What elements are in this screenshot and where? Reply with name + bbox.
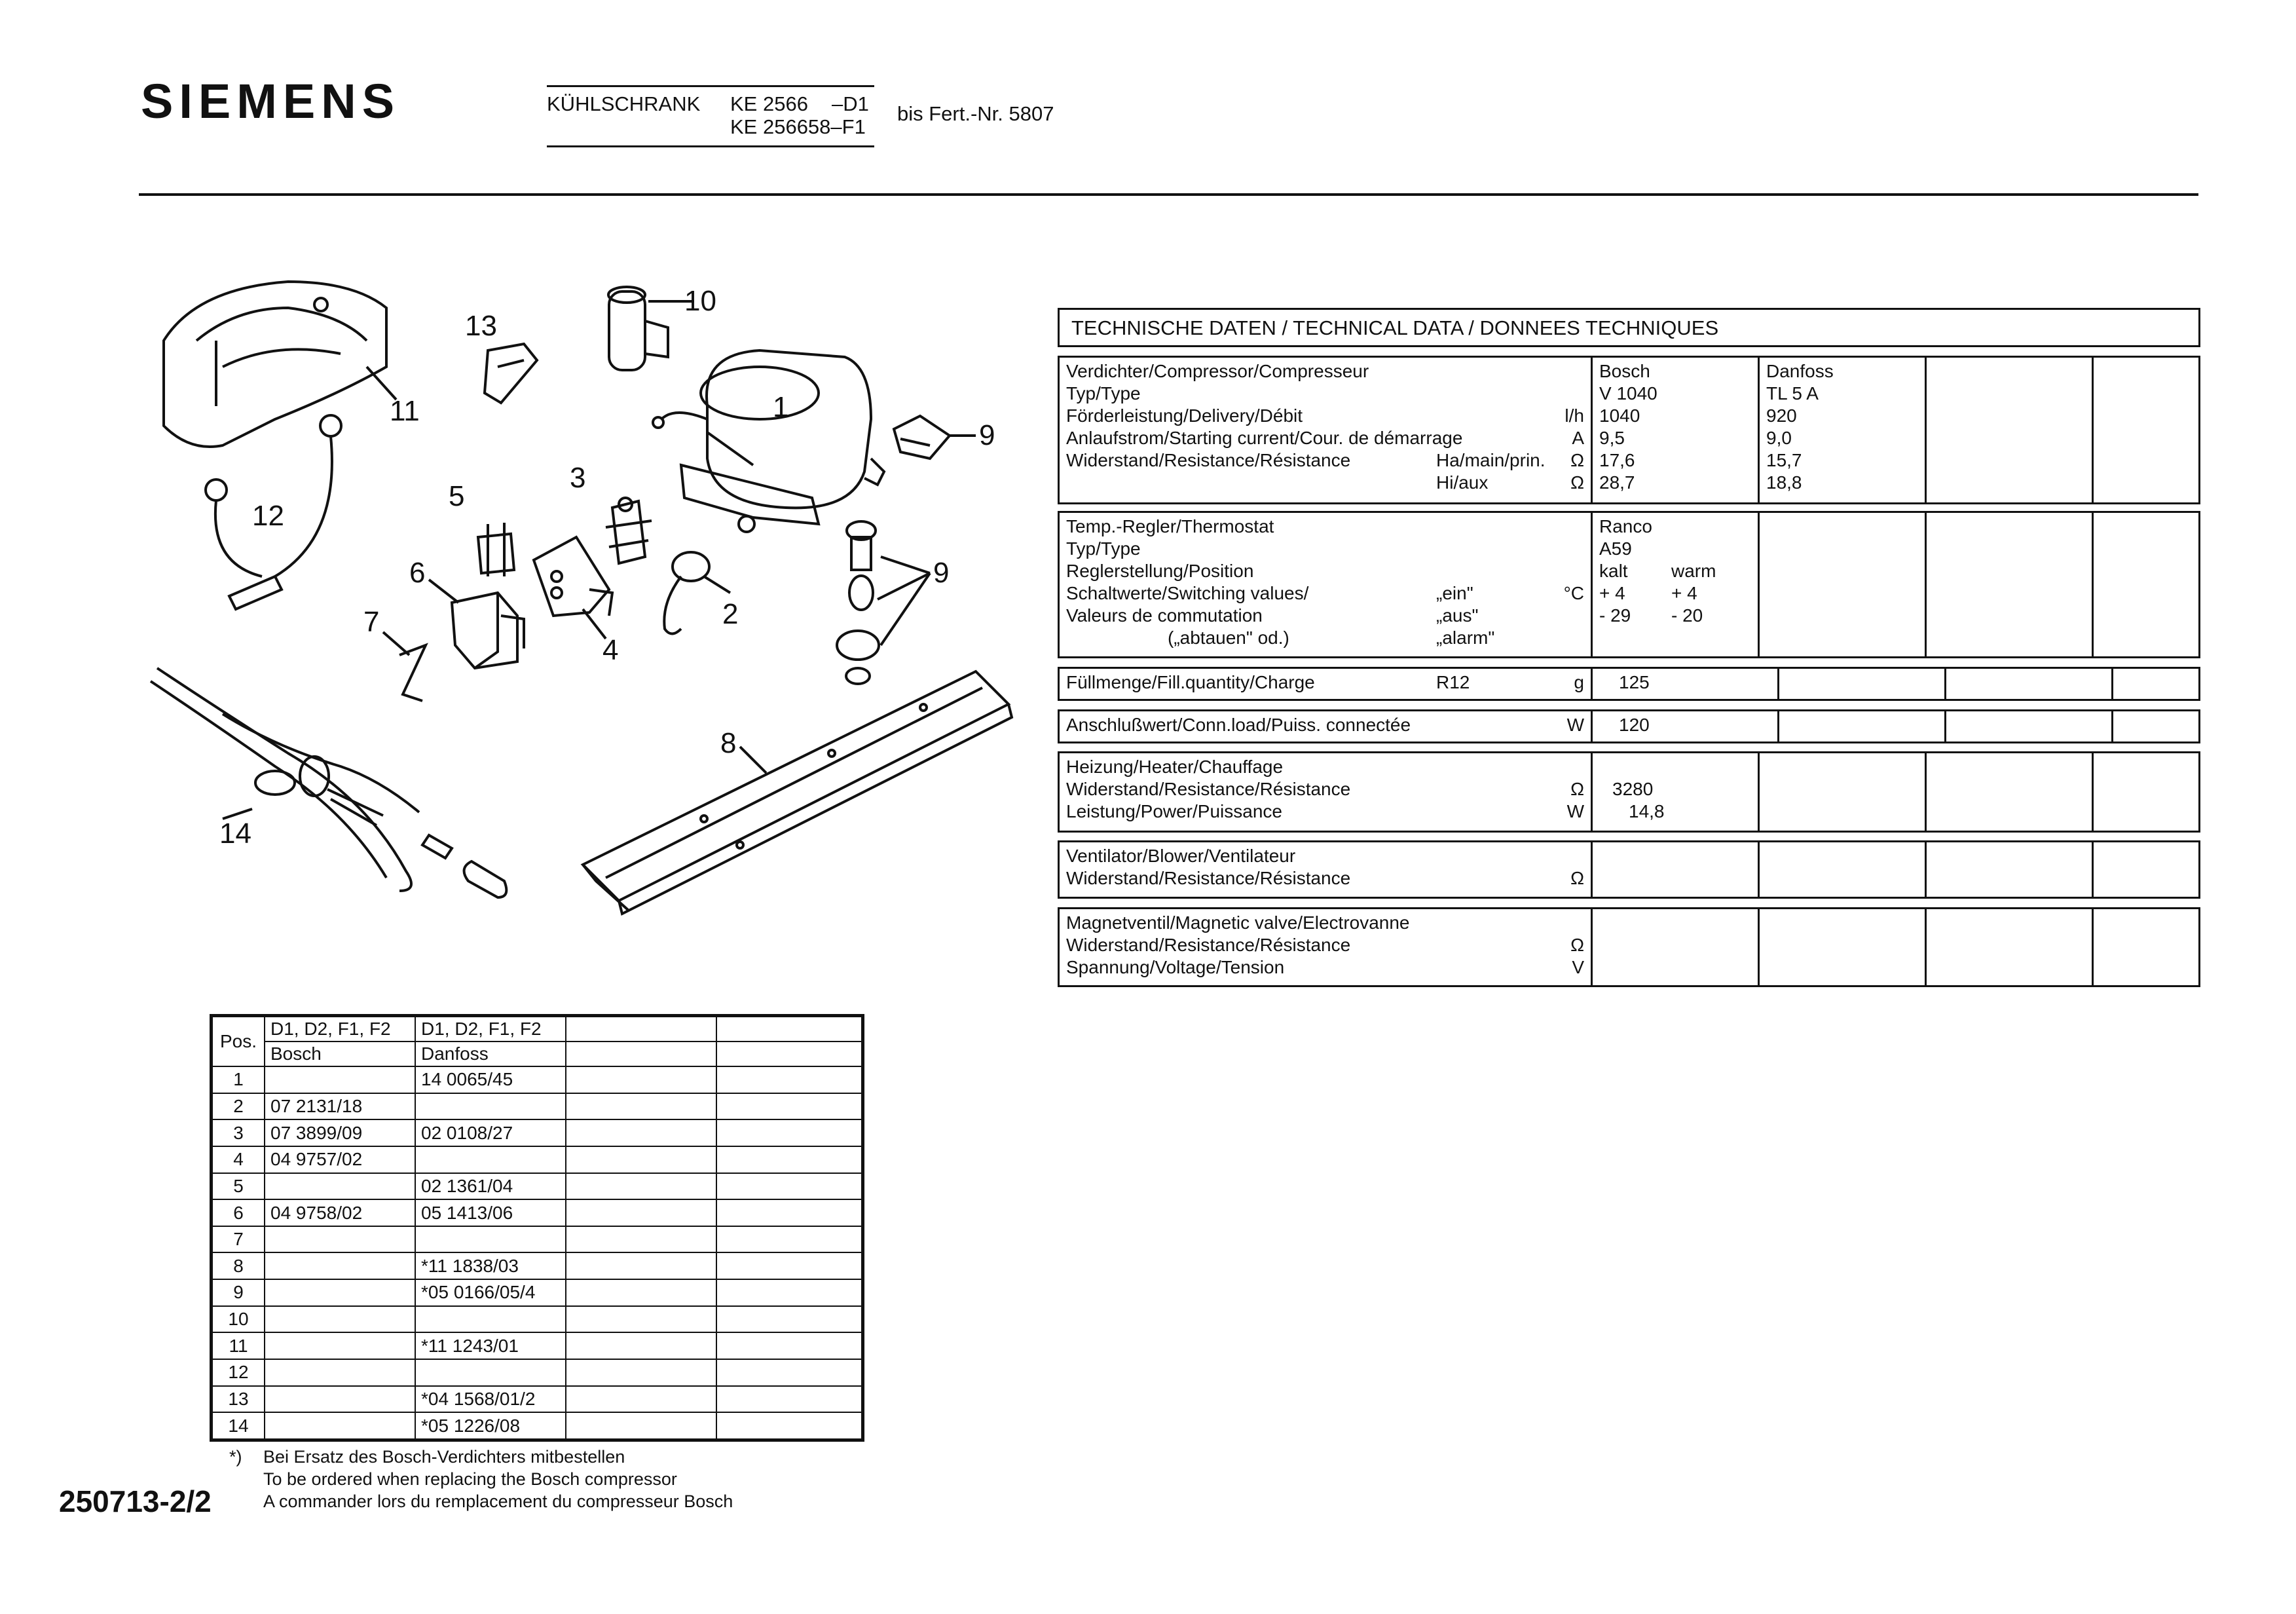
- model-number-2: KE 256658–F1: [730, 115, 866, 138]
- commutation-label: Valeurs de commutation: [1066, 605, 1263, 626]
- danfoss-resistance-aux: 18,8: [1766, 472, 1802, 493]
- position-warm: warm: [1671, 561, 1716, 581]
- parts-danfoss-header: D1, D2, F1, F2: [415, 1017, 566, 1042]
- bosch-resistance-main: 17,6: [1599, 450, 1635, 470]
- parts-row-empty-1: [566, 1306, 716, 1333]
- conn-labels: [1060, 711, 1592, 741]
- starting-current-unit: A: [1572, 428, 1584, 448]
- part-9-cap: [894, 416, 950, 459]
- parts-row-empty-1: [566, 1066, 716, 1093]
- part-4-switch: [534, 537, 612, 616]
- thermostat-type-label: Typ/Type: [1066, 538, 1141, 559]
- switching-unit: °C: [1563, 583, 1584, 603]
- parts-row-empty-2: [716, 1199, 862, 1226]
- parts-row-bosch: 04 9757/02: [265, 1146, 415, 1173]
- parts-row: [212, 1226, 862, 1253]
- on-warm-value: + 4: [1671, 583, 1697, 603]
- parts-row-empty-1: [566, 1093, 716, 1120]
- parts-row-danfoss: *11 1243/01: [415, 1332, 566, 1359]
- parts-row-pos: 10: [212, 1306, 265, 1333]
- parts-row-empty-1: [566, 1199, 716, 1226]
- footnote-de: Bei Ersatz des Bosch-Verdichters mitbestellen: [263, 1447, 625, 1467]
- valve-resistance-label: Widerstand/Resistance/Résistance: [1066, 935, 1351, 955]
- heater-resistance-unit: Ω: [1570, 779, 1584, 799]
- parts-row: [212, 1199, 862, 1226]
- resistance-aux-label: Hi/aux: [1436, 472, 1489, 493]
- parts-row-empty-2: [716, 1119, 862, 1146]
- parts-row-bosch: [265, 1359, 415, 1386]
- blower-labels: [1060, 842, 1592, 897]
- parts-row-empty-1: [566, 1386, 716, 1413]
- compressor-bosch-values: [1592, 358, 1759, 502]
- valve-labels: [1060, 909, 1592, 985]
- parts-danfoss-subheader: Danfoss: [415, 1042, 566, 1066]
- part-1-compressor: [653, 350, 884, 532]
- callout-3: 3: [570, 462, 586, 494]
- heater-power-value: 14,8: [1629, 801, 1665, 821]
- resistance-label: Widerstand/Resistance/Résistance: [1066, 450, 1351, 470]
- parts-row-pos: 5: [212, 1173, 265, 1200]
- heater-labels: [1060, 753, 1592, 831]
- valve-voltage-label: Spannung/Voltage/Tension: [1066, 957, 1285, 977]
- conn-empty-col-1: [1779, 711, 1946, 741]
- leader-2: [704, 576, 730, 593]
- compressor-empty-col-1: [1926, 358, 2093, 502]
- parts-row-bosch: 07 2131/18: [265, 1093, 415, 1120]
- fill-label: Füllmenge/Fill.quantity/Charge: [1066, 672, 1315, 692]
- parts-row: [212, 1066, 862, 1093]
- switching-alarm-label: „alarm": [1436, 628, 1495, 648]
- parts-row-empty-1: [566, 1119, 716, 1146]
- parts-row-danfoss: [415, 1226, 566, 1253]
- parts-row-danfoss: [415, 1093, 566, 1120]
- part-9-fixings: [837, 521, 879, 684]
- fill-value: 125: [1592, 669, 1779, 699]
- heater-empty-col-3: [2093, 753, 2199, 831]
- conn-empty-col-2: [1946, 711, 2113, 741]
- thermostat-values: [1592, 513, 1759, 656]
- heater-empty-col-1: [1759, 753, 1926, 831]
- parts-row-empty-2: [716, 1412, 862, 1439]
- parts-row-empty-2: [716, 1306, 862, 1333]
- parts-row-empty-1: [566, 1146, 716, 1173]
- parts-row: [212, 1412, 862, 1439]
- leader-9b-1: [881, 557, 930, 573]
- compressor-label: Verdichter/Compressor/Compresseur: [1066, 361, 1369, 381]
- tech-compressor-block: [1058, 356, 2200, 504]
- parts-row-pos: 1: [212, 1066, 265, 1093]
- valve-resistance-unit: Ω: [1570, 935, 1584, 955]
- parts-bosch-header: D1, D2, F1, F2: [265, 1017, 415, 1042]
- conn-value: 120: [1592, 711, 1779, 741]
- callout-11: 11: [390, 395, 420, 427]
- leader-9b-3: [881, 573, 930, 645]
- product-name: KÜHLSCHRANK: [547, 92, 701, 115]
- refrigerant-label: R12: [1436, 672, 1470, 692]
- parts-row-empty-2: [716, 1252, 862, 1279]
- footnote-fr: A commander lors du remplacement du compresseur Bosch: [263, 1492, 733, 1511]
- parts-row-bosch: [265, 1306, 415, 1333]
- callout-7: 7: [363, 606, 380, 638]
- tech-valve-block: [1058, 907, 2200, 987]
- parts-row-pos: 3: [212, 1119, 265, 1146]
- heater-resistance-label: Widerstand/Resistance/Résistance: [1066, 779, 1351, 799]
- parts-row-bosch: 07 3899/09: [265, 1119, 415, 1146]
- fill-empty-col-3: [2113, 669, 2199, 699]
- compressor-labels: [1060, 358, 1592, 502]
- parts-row-bosch: [265, 1173, 415, 1200]
- parts-row-bosch: [265, 1226, 415, 1253]
- part-5-bracket: [478, 523, 514, 576]
- defrost-label: („abtauen" od.): [1168, 628, 1289, 648]
- parts-row-danfoss: *05 0166/05/4: [415, 1279, 566, 1306]
- resistance-aux-unit: Ω: [1570, 472, 1584, 493]
- tech-heater-block: [1058, 751, 2200, 833]
- parts-row-empty-1: [566, 1359, 716, 1386]
- off-cold-value: - 29: [1599, 605, 1631, 626]
- callout-4: 4: [602, 634, 619, 666]
- danfoss-brand: Danfoss: [1766, 361, 1834, 381]
- part-14-cable-harness: [151, 668, 506, 897]
- production-range: bis Fert.-Nr. 5807: [897, 102, 1054, 125]
- parts-row-pos: 7: [212, 1226, 265, 1253]
- heater-power-label: Leistung/Power/Puissance: [1066, 801, 1282, 821]
- blower-empty-col-1: [1759, 842, 1926, 897]
- parts-pos-header: Pos.: [212, 1017, 265, 1066]
- parts-empty-subheader-2: [716, 1042, 862, 1066]
- parts-bosch-subheader: Bosch: [265, 1042, 415, 1066]
- thermostat-labels: [1060, 513, 1592, 656]
- valve-empty-col-3: [2093, 909, 2199, 985]
- valve-voltage-unit: V: [1572, 957, 1584, 977]
- danfoss-delivery: 920: [1766, 405, 1797, 426]
- parts-row-pos: 2: [212, 1093, 265, 1120]
- parts-row: [212, 1173, 862, 1200]
- thermostat-brand: Ranco: [1599, 516, 1652, 536]
- conn-empty-col-3: [2113, 711, 2199, 741]
- parts-row-danfoss: 05 1413/06: [415, 1199, 566, 1226]
- parts-empty-header-2: [716, 1017, 862, 1042]
- part-11-drip-tray: [164, 282, 386, 447]
- delivery-label: Förderleistung/Delivery/Débit: [1066, 405, 1303, 426]
- thermostat-empty-col-1: [1759, 513, 1926, 656]
- leader-6: [429, 580, 458, 603]
- part-7-spring-clip: [399, 645, 426, 701]
- on-cold-value: + 4: [1599, 583, 1625, 603]
- blower-resistance-label: Widerstand/Resistance/Résistance: [1066, 868, 1351, 888]
- parts-row-empty-2: [716, 1093, 862, 1120]
- blower-empty-col-2: [1926, 842, 2093, 897]
- tech-blower-block: [1058, 840, 2200, 899]
- compressor-danfoss-values: [1759, 358, 1926, 502]
- fill-unit: g: [1574, 672, 1584, 692]
- part-3-thermostat: [606, 498, 652, 563]
- parts-row-bosch: [265, 1332, 415, 1359]
- blower-label: Ventilator/Blower/Ventilateur: [1066, 846, 1296, 866]
- parts-row-empty-1: [566, 1279, 716, 1306]
- parts-row-bosch: [265, 1279, 415, 1306]
- heater-label: Heizung/Heater/Chauffage: [1066, 757, 1284, 777]
- parts-row-danfoss: [415, 1146, 566, 1173]
- thermostat-empty-col-3: [2093, 513, 2199, 656]
- blower-resistance-unit: Ω: [1570, 868, 1584, 888]
- parts-row: [212, 1332, 862, 1359]
- parts-row-danfoss: *11 1838/03: [415, 1252, 566, 1279]
- part-6-cover: [452, 593, 524, 668]
- parts-row-danfoss: *04 1568/01/2: [415, 1386, 566, 1413]
- parts-table: [210, 1014, 864, 1442]
- bosch-delivery: 1040: [1599, 405, 1640, 426]
- bosch-brand: Bosch: [1599, 361, 1650, 381]
- parts-row: [212, 1306, 862, 1333]
- compressor-empty-col-2: [2093, 358, 2199, 502]
- valve-label: Magnetventil/Magnetic valve/Electrovanne: [1066, 912, 1410, 933]
- parts-row-empty-2: [716, 1173, 862, 1200]
- parts-row-bosch: 04 9758/02: [265, 1199, 415, 1226]
- tech-fill-block: [1058, 667, 2200, 701]
- tech-thermostat-block: [1058, 511, 2200, 658]
- parts-row-pos: 9: [212, 1279, 265, 1306]
- resistance-main-label: Ha/main/prin.: [1436, 450, 1546, 470]
- parts-row: [212, 1146, 862, 1173]
- parts-row-empty-2: [716, 1066, 862, 1093]
- parts-row-pos: 6: [212, 1199, 265, 1226]
- parts-row-empty-1: [566, 1332, 716, 1359]
- fill-empty-col-2: [1946, 669, 2113, 699]
- parts-empty-subheader-1: [566, 1042, 716, 1066]
- parts-row-empty-1: [566, 1226, 716, 1253]
- switching-on-label: „ein": [1436, 583, 1473, 603]
- parts-row-pos: 4: [212, 1146, 265, 1173]
- part-8-mounting-rail: [583, 671, 1012, 914]
- tech-data-title: TECHNISCHE DATEN / TECHNICAL DATA / DONNEES TECHNIQUES: [1071, 316, 1719, 339]
- heater-power-unit: W: [1566, 801, 1584, 821]
- switching-off-label: „aus": [1436, 605, 1479, 626]
- parts-row-danfoss: *05 1226/08: [415, 1412, 566, 1439]
- parts-row-bosch: [265, 1066, 415, 1093]
- parts-row-empty-1: [566, 1412, 716, 1439]
- danfoss-resistance-main: 15,7: [1766, 450, 1802, 470]
- leader-8: [740, 747, 766, 773]
- bosch-starting-current: 9,5: [1599, 428, 1625, 448]
- parts-row-danfoss: [415, 1359, 566, 1386]
- brand-logo: SIEMENS: [141, 74, 401, 128]
- parts-row-empty-2: [716, 1359, 862, 1386]
- danfoss-starting-current: 9,0: [1766, 428, 1792, 448]
- parts-row-empty-2: [716, 1386, 862, 1413]
- callout-1: 1: [773, 391, 789, 423]
- parts-row-empty-1: [566, 1252, 716, 1279]
- part-2-lamp-holder: [664, 552, 709, 634]
- parts-row-pos: 11: [212, 1332, 265, 1359]
- parts-row: [212, 1386, 862, 1413]
- thermostat-position-label: Reglerstellung/Position: [1066, 561, 1254, 581]
- compressor-type-label: Typ/Type: [1066, 383, 1141, 404]
- parts-row-danfoss: 02 1361/04: [415, 1173, 566, 1200]
- parts-table-body: [212, 1066, 862, 1439]
- parts-row-bosch: [265, 1252, 415, 1279]
- heater-resistance-value: 3280: [1612, 779, 1654, 799]
- footnote-en: To be ordered when replacing the Bosch compressor: [263, 1469, 677, 1489]
- part-13-clip: [485, 344, 537, 403]
- bosch-resistance-aux: 28,7: [1599, 472, 1635, 493]
- parts-row: [212, 1252, 862, 1279]
- heater-values: [1592, 753, 1759, 831]
- parts-row: [212, 1093, 862, 1120]
- valve-empty-col-1: [1759, 909, 1926, 985]
- callout-9b: 9: [933, 557, 950, 589]
- callout-9a: 9: [979, 419, 995, 451]
- starting-current-label: Anlaufstrom/Starting current/Cour. de démarrage: [1066, 428, 1463, 448]
- thermostat-type: A59: [1599, 538, 1632, 559]
- delivery-unit: l/h: [1565, 405, 1584, 426]
- parts-row-bosch: [265, 1412, 415, 1439]
- callout-2: 2: [722, 598, 739, 630]
- thermostat-label: Temp.-Regler/Thermostat: [1066, 516, 1274, 536]
- position-cold: kalt: [1599, 561, 1628, 581]
- parts-row: [212, 1119, 862, 1146]
- resistance-main-unit: Ω: [1570, 450, 1584, 470]
- fill-labels: [1060, 669, 1592, 699]
- parts-row-pos: 12: [212, 1359, 265, 1386]
- footnote-mark: *): [229, 1447, 242, 1467]
- model-variant-1: –D1: [832, 92, 869, 115]
- parts-row-danfoss: 02 0108/27: [415, 1119, 566, 1146]
- callout-6: 6: [409, 557, 426, 589]
- leader-7: [383, 632, 409, 655]
- document-code: 250713-2/2: [59, 1484, 212, 1518]
- callout-14: 14: [219, 817, 251, 850]
- valve-empty-col-2: [1926, 909, 2093, 985]
- blower-empty-col-0: [1592, 842, 1759, 897]
- off-warm-value: - 20: [1671, 605, 1703, 626]
- parts-empty-header-1: [566, 1017, 716, 1042]
- model-number-1: KE 2566: [730, 92, 808, 115]
- parts-row-pos: 8: [212, 1252, 265, 1279]
- switching-values-label: Schaltwerte/Switching values/: [1066, 583, 1309, 603]
- callout-8: 8: [720, 727, 737, 759]
- parts-row-bosch: [265, 1386, 415, 1413]
- callout-13: 13: [465, 310, 497, 342]
- part-10-capacitor: [608, 287, 694, 370]
- danfoss-type: TL 5 A: [1766, 383, 1819, 404]
- leader-1: [707, 432, 753, 465]
- parts-row-danfoss: 14 0065/45: [415, 1066, 566, 1093]
- parts-row-empty-2: [716, 1279, 862, 1306]
- tech-conn-block: [1058, 709, 2200, 743]
- parts-row-danfoss: [415, 1306, 566, 1333]
- parts-row-empty-2: [716, 1332, 862, 1359]
- thermostat-empty-col-2: [1926, 513, 2093, 656]
- parts-row-empty-1: [566, 1173, 716, 1200]
- parts-row: [212, 1279, 862, 1306]
- parts-row-pos: 13: [212, 1386, 265, 1413]
- parts-row: [212, 1359, 862, 1386]
- parts-row-pos: 14: [212, 1412, 265, 1439]
- valve-empty-col-0: [1592, 909, 1759, 985]
- heater-empty-col-2: [1926, 753, 2093, 831]
- callout-10: 10: [684, 285, 716, 317]
- fill-empty-col-1: [1779, 669, 1946, 699]
- bosch-type: V 1040: [1599, 383, 1657, 404]
- blower-empty-col-3: [2093, 842, 2199, 897]
- callout-5: 5: [449, 480, 465, 512]
- parts-row-empty-2: [716, 1146, 862, 1173]
- tech-data-title-box: [1058, 308, 2200, 347]
- parts-row-empty-2: [716, 1226, 862, 1253]
- conn-label: Anschlußwert/Conn.load/Puiss. connectée: [1066, 715, 1411, 735]
- conn-unit: W: [1566, 715, 1584, 735]
- callout-12: 12: [252, 500, 284, 532]
